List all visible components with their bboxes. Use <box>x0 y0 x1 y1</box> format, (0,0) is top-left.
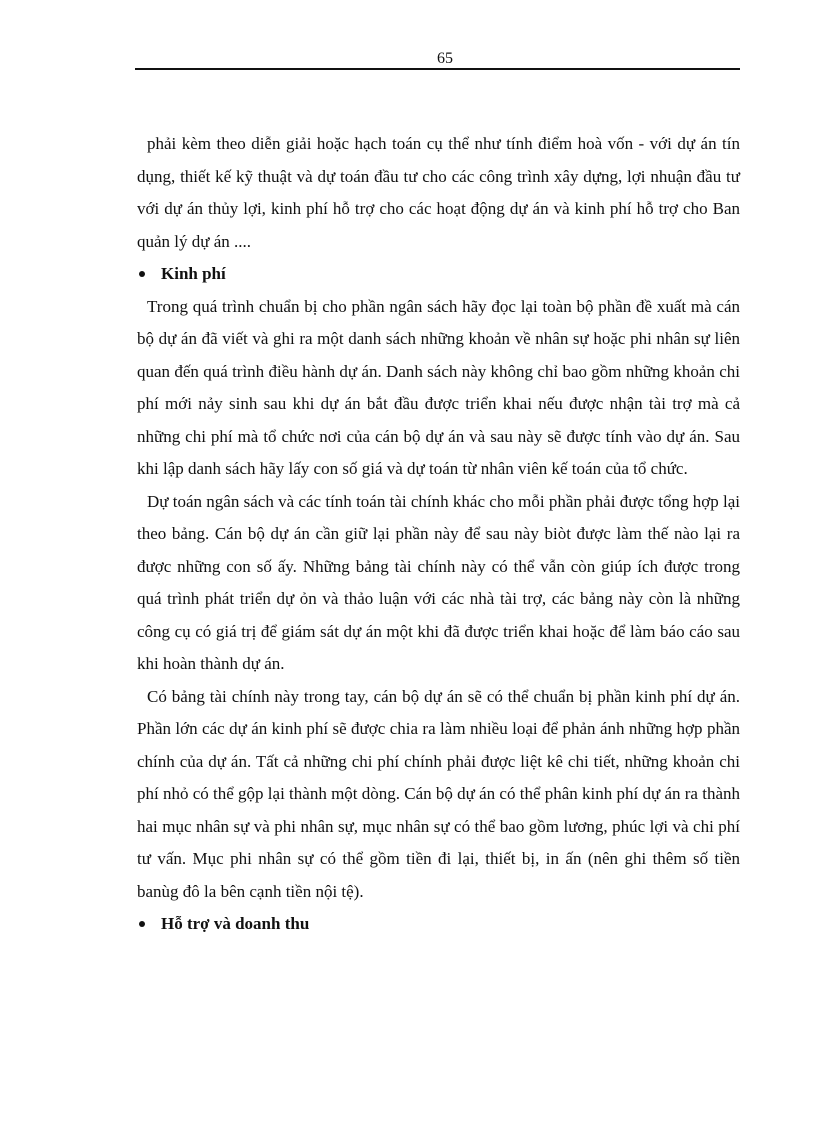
page-number: 65 <box>437 50 453 67</box>
document-body <box>137 128 740 941</box>
paragraph-budget-categories: Có bảng tài chính này trong tay, cán bộ dự án sẽ có thể chuẩn bị phần kinh phí dự án. Phần lớn các dự án kinh phí sẽ được chia ra làm nhiều loại để phản ánh những hợp phần chính của dự án. Tất cả những chi phí chính phải được liệt kê chi tiết, những khoản chi phí nhỏ có thể gộp lại thành một dòng. Cán bộ dự án có thể phân kinh phí dự án ra thành hai mục nhân sự và phi nhân sự, mục nhân sự có thể bao gồm lương, phúc lợi và chi phí tư vấn. Mục phi nhân sự có thể gồm tiền đi lại, thiết bị, in ấn (nên ghi thêm số tiền banùg đô la bên cạnh tiền nội tệ). <box>137 686 740 901</box>
section-heading-kinh-phi <box>137 258 740 291</box>
paragraph-intro: phải kèm theo diễn giải hoặc hạch toán cụ thể như tính điểm hoà vốn - với dự án tín dụng, thiết kế kỹ thuật và dự toán đầu tư cho các công trình xây dựng, lợi nhuận đầu tư với dự án thủy lợi, kinh phí hỗ trợ cho các hoạt động dự án và kinh phí hỗ trợ cho Ban quản lý dự án .... <box>137 134 740 251</box>
bullet-icon <box>139 271 145 277</box>
paragraph-budget-tables: Dự toán ngân sách và các tính toán tài chính khác cho mỗi phần phải được tổng hợp lại theo bảng. Cán bộ dự án cần giữ lại phần này để sau này biòt được làm thế nào lại ra được những con số ấy. Những bảng tài chính này có thể vẫn còn giúp ích được trong quá trình phát triển dự ỏn và thảo luận với các nhà tài trợ, các bảng này còn là những công cụ có giá trị để giám sát dự án một khi đã được triển khai hoặc để làm báo cáo sau khi hoàn thành dự án. <box>137 491 740 673</box>
section-heading-text: Kinh phí <box>161 264 226 283</box>
header-rule <box>135 68 740 70</box>
bullet-icon <box>139 921 145 927</box>
section-heading-ho-tro <box>137 908 740 941</box>
section-heading-text: Hỗ trợ và doanh thu <box>161 914 310 933</box>
paragraph-budget-prep: Trong quá trình chuẩn bị cho phần ngân sách hãy đọc lại toàn bộ phần đề xuất mà cán bộ dự án đã viết và ghi ra một danh sách những khoản về nhân sự hoặc phi nhân sự liên quan đến quá trình điều hành dự án. Danh sách này không chỉ bao gồm những khoản chi phí mới nảy sinh sau khi dự án bắt đầu được triển khai nếu được nhận tài trợ mà cả những chi phí mà tổ chức nơi của cán bộ dự án và sau này sẽ được tính vào dự án. Sau khi lập danh sách hãy lấy con số giá và dự toán từ nhân viên kế toán của tổ chức. <box>137 296 740 478</box>
